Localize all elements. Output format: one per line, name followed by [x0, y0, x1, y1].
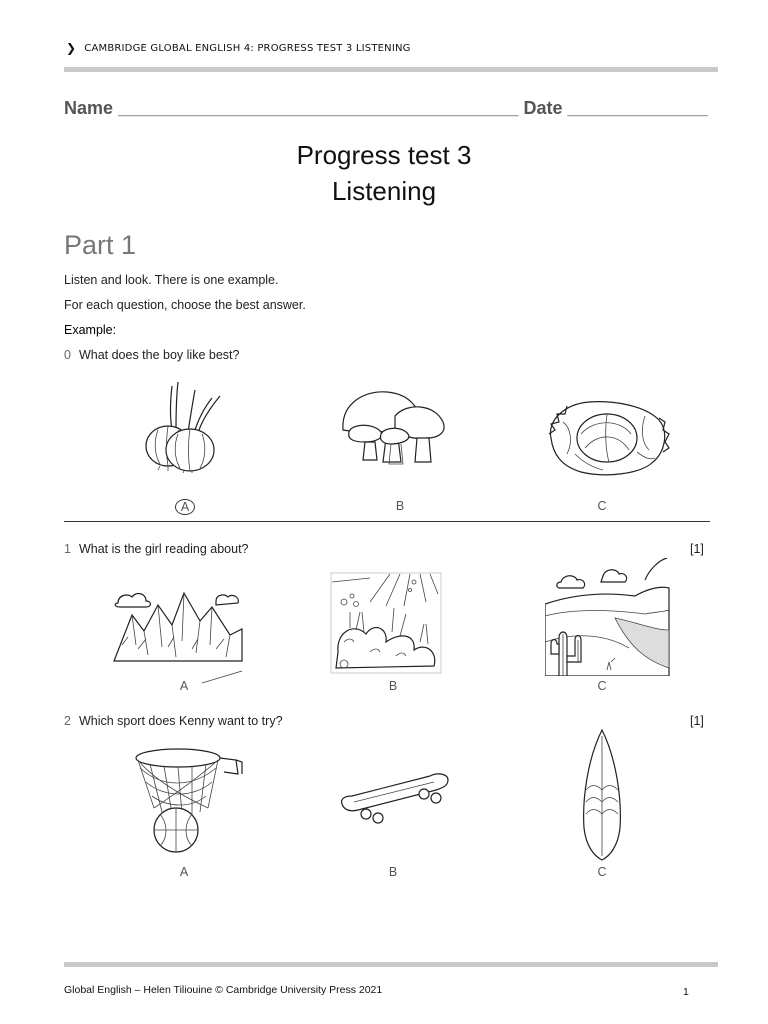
chevron-right-icon: ❯: [66, 41, 77, 55]
question-number: 0: [64, 348, 71, 362]
test-title: Progress test 3: [296, 140, 472, 170]
header-rule: [64, 67, 718, 72]
question-2: [64, 714, 283, 728]
desert-scene-image[interactable]: [545, 558, 670, 676]
question-text: What is the girl reading about?: [78, 542, 249, 556]
q0-option-c[interactable]: C: [597, 499, 607, 513]
question-0: [64, 348, 239, 362]
date-line[interactable]: ______________: [567, 98, 708, 118]
question-text: Which sport does Kenny want to try?: [78, 714, 283, 728]
onions-image[interactable]: [140, 378, 230, 473]
basketball-hoop-image[interactable]: [132, 748, 272, 856]
q2-option-c[interactable]: C: [597, 865, 607, 879]
question-1: [64, 542, 249, 556]
example-label: Example:: [64, 323, 117, 337]
part-heading: Part 1: [64, 230, 137, 260]
name-label: Name: [64, 98, 114, 118]
question-text: What does the boy like best?: [78, 348, 240, 362]
q0-option-b[interactable]: B: [395, 499, 405, 513]
name-line[interactable]: ________________________________________: [118, 98, 519, 118]
skateboard-image[interactable]: [338, 768, 453, 826]
underwater-scene-image[interactable]: [330, 572, 442, 674]
series-title: CAMBRIDGE GLOBAL ENGLISH 4: PROGRESS TEST 3 LISTENING: [84, 42, 411, 54]
surfboard-image[interactable]: [578, 728, 626, 862]
example-divider: [64, 521, 710, 522]
page-number: 1: [683, 986, 689, 998]
instruction-1: Listen and look. There is one example.: [64, 273, 279, 287]
q1-option-c[interactable]: C: [597, 679, 607, 693]
q2-marks: [1]: [690, 714, 704, 728]
footer-rule: [64, 962, 718, 967]
running-header: [66, 41, 411, 55]
question-number: 2: [64, 714, 71, 728]
cabbage-image[interactable]: [545, 398, 670, 480]
date-label: Date: [523, 98, 563, 118]
mushrooms-image[interactable]: [335, 388, 450, 468]
q1-option-b[interactable]: B: [388, 679, 398, 693]
name-date-row: [64, 98, 708, 119]
selected-answer-circle: A: [175, 499, 195, 515]
q1-option-a[interactable]: A: [179, 679, 189, 693]
mountains-image[interactable]: [112, 585, 244, 685]
footer-credit: Global English – Helen Tiliouine © Cambridge University Press 2021: [64, 984, 383, 996]
q2-option-a[interactable]: A: [179, 865, 189, 879]
q0-option-a[interactable]: [170, 499, 200, 515]
question-number: 1: [64, 542, 71, 556]
instruction-2: For each question, choose the best answer.: [64, 298, 306, 312]
test-subtitle: Listening: [331, 176, 437, 206]
q1-marks: [1]: [690, 542, 704, 556]
q2-option-b[interactable]: B: [388, 865, 398, 879]
